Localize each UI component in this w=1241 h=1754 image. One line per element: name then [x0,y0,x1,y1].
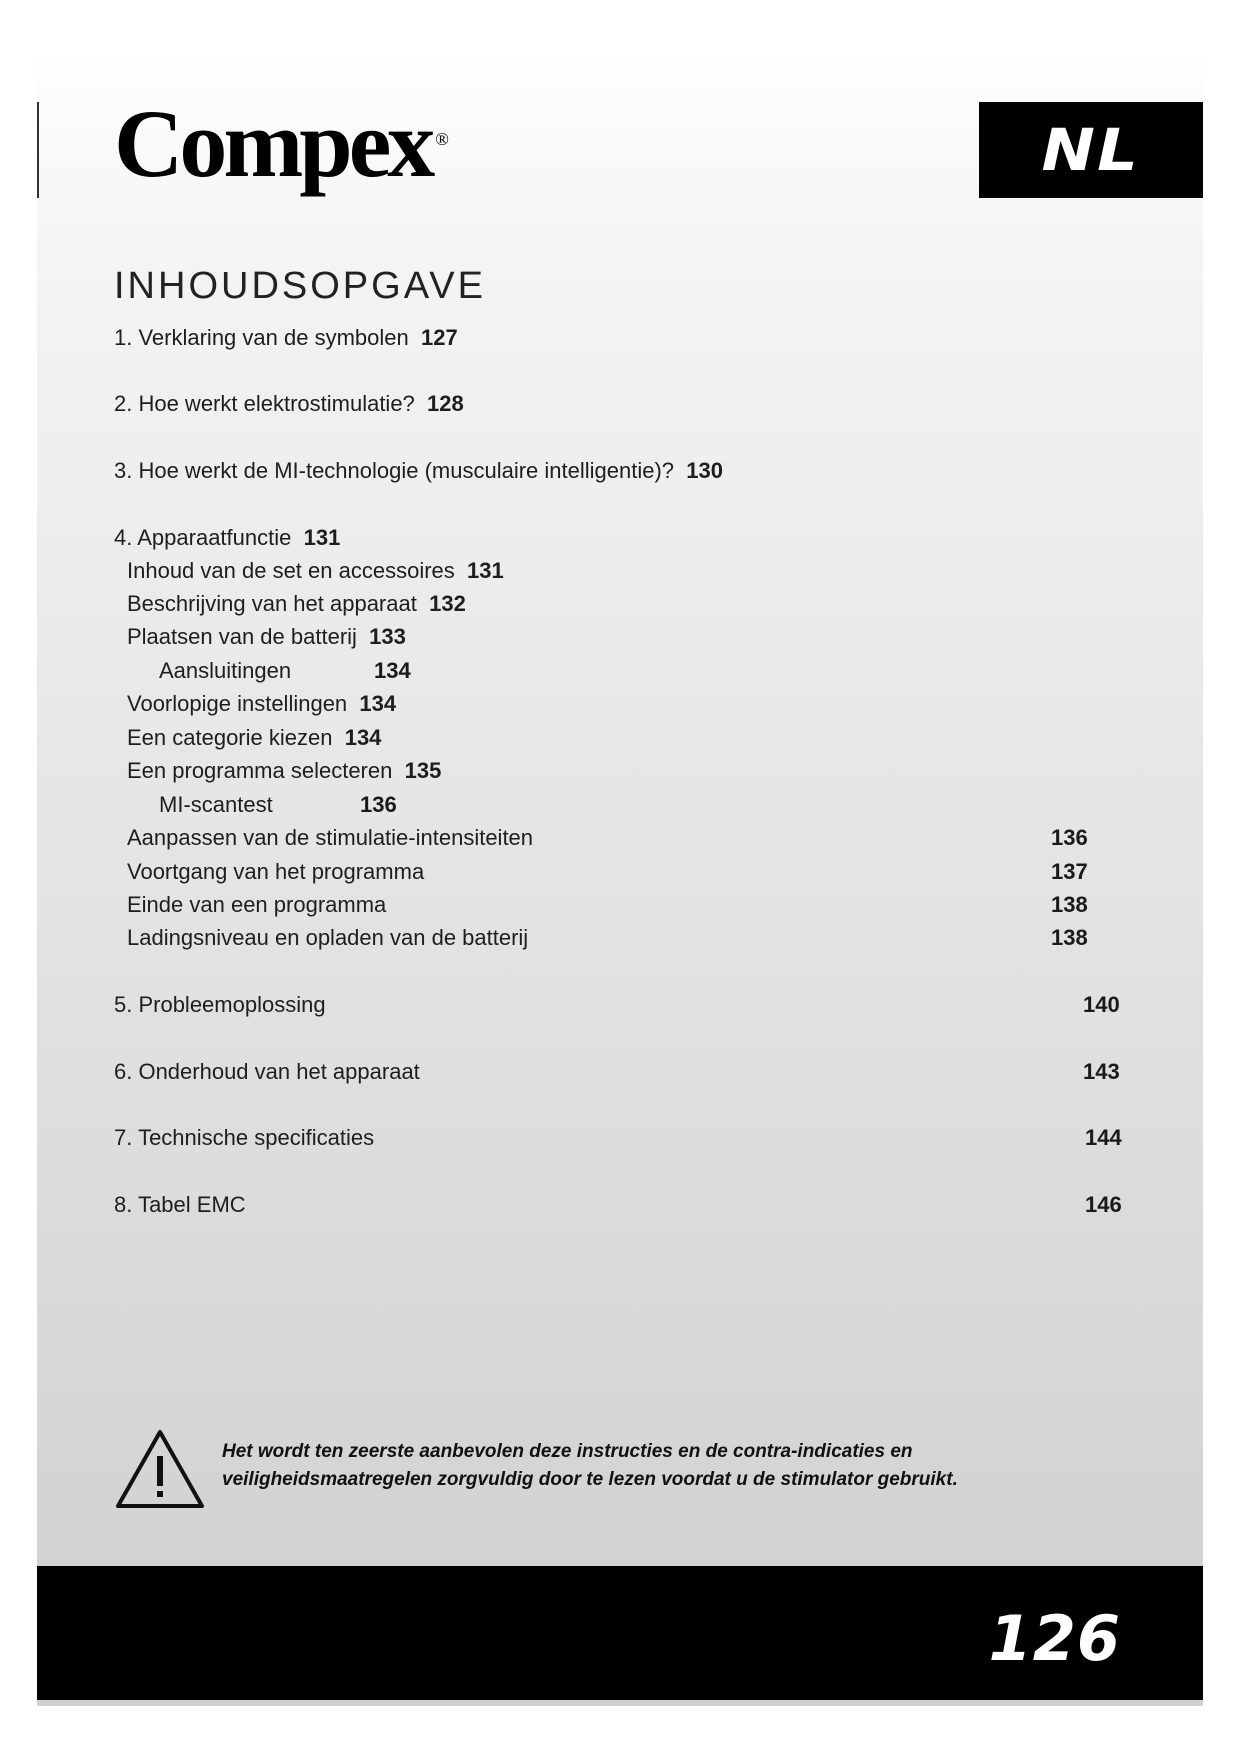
toc-label: 6. Onderhoud van het apparaat [114,1059,420,1084]
logo-text: Compex [114,90,432,197]
toc-page: 130 [686,458,723,483]
toc-label: 3. Hoe werkt de MI-technologie (musculaire intelligentie)? [114,458,675,483]
toc-subitem [127,693,396,715]
toc-item [114,994,326,1016]
toc-label: 2. Hoe werkt elektrostimulatie? [114,391,415,416]
toc-page: 134 [344,725,382,750]
toc-label: Aanpassen van de stimulatie-intensiteiten [127,825,534,850]
toc-page: 138 [1051,925,1088,950]
toc-page: 128 [427,391,464,416]
toc-label: 1. Verklaring van de symbolen [114,325,409,350]
toc-page: 140 [1083,992,1120,1017]
toc-subitem [127,861,424,883]
toc-page: 131 [303,525,341,550]
toc-subitem [127,894,386,916]
toc-label: Einde van een programma [127,892,387,917]
warning-line-2: veiligheidsmaatregelen zorgvuldig door te lezen voordat u de stimulator gebruikt. [222,1469,958,1490]
toc-subitem [127,560,504,582]
toc-item [114,527,340,549]
warning-text [222,1438,1122,1494]
page-number: 126 [988,1602,1121,1675]
page-title: INHOUDSOPGAVE [114,265,486,308]
toc-page: 136 [1051,825,1088,850]
toc-page: 133 [369,624,406,649]
toc-item [114,327,458,349]
warning-icon [114,1428,206,1510]
toc-label: Een programma selecteren [127,758,393,783]
toc-subitem [127,827,533,849]
toc-label: 5. Probleemoplossing [114,992,326,1017]
toc-subitem [127,727,381,749]
toc-label: Een categorie kiezen [127,725,333,750]
toc-label: Ladingsniveau en opladen van de batterij [127,925,529,950]
toc-item [114,1061,420,1083]
toc-subsubitem [159,794,273,816]
toc-label: 7. Technische specificaties [114,1125,375,1150]
toc-page: 134 [374,658,411,683]
toc-page: 135 [404,758,442,783]
toc-item [114,1127,374,1149]
toc-page: 138 [1051,892,1088,917]
toc-page: 131 [467,558,504,583]
toc-page: 137 [1051,859,1088,884]
toc-item [114,1194,246,1216]
toc-label: Voortgang van het programma [127,859,425,884]
toc-label: 4. Apparaatfunctie [114,525,292,550]
registered-mark: ® [435,129,449,149]
toc-label: Aansluitingen [159,658,292,683]
toc-page: 146 [1085,1192,1122,1217]
toc-item [114,460,723,482]
toc-item [114,393,464,415]
toc-subsubitem [159,660,291,682]
language-label: NL [1041,116,1141,184]
toc-subitem [127,593,466,615]
toc-page: 134 [359,691,397,716]
toc-label: Inhoud van de set en accessoires [127,558,455,583]
toc-label: MI-scantest [159,792,273,817]
toc-page: 144 [1085,1125,1122,1150]
toc-label: Plaatsen van de batterij [127,624,357,649]
warning-line-1: Het wordt ten zeerste aanbevolen deze instructies en de contra-indicaties en [222,1441,913,1462]
toc-page: 143 [1083,1059,1120,1084]
toc-subitem [127,626,406,648]
toc-page: 136 [360,792,397,817]
toc-subitem [127,760,441,782]
toc-page: 127 [420,325,458,350]
toc-subitem [127,927,528,949]
toc-label: Beschrijving van het apparaat [127,591,417,616]
toc-label: Voorlopige instellingen [127,691,348,716]
toc-page: 132 [429,591,466,616]
toc-label: 8. Tabel EMC [114,1192,246,1217]
